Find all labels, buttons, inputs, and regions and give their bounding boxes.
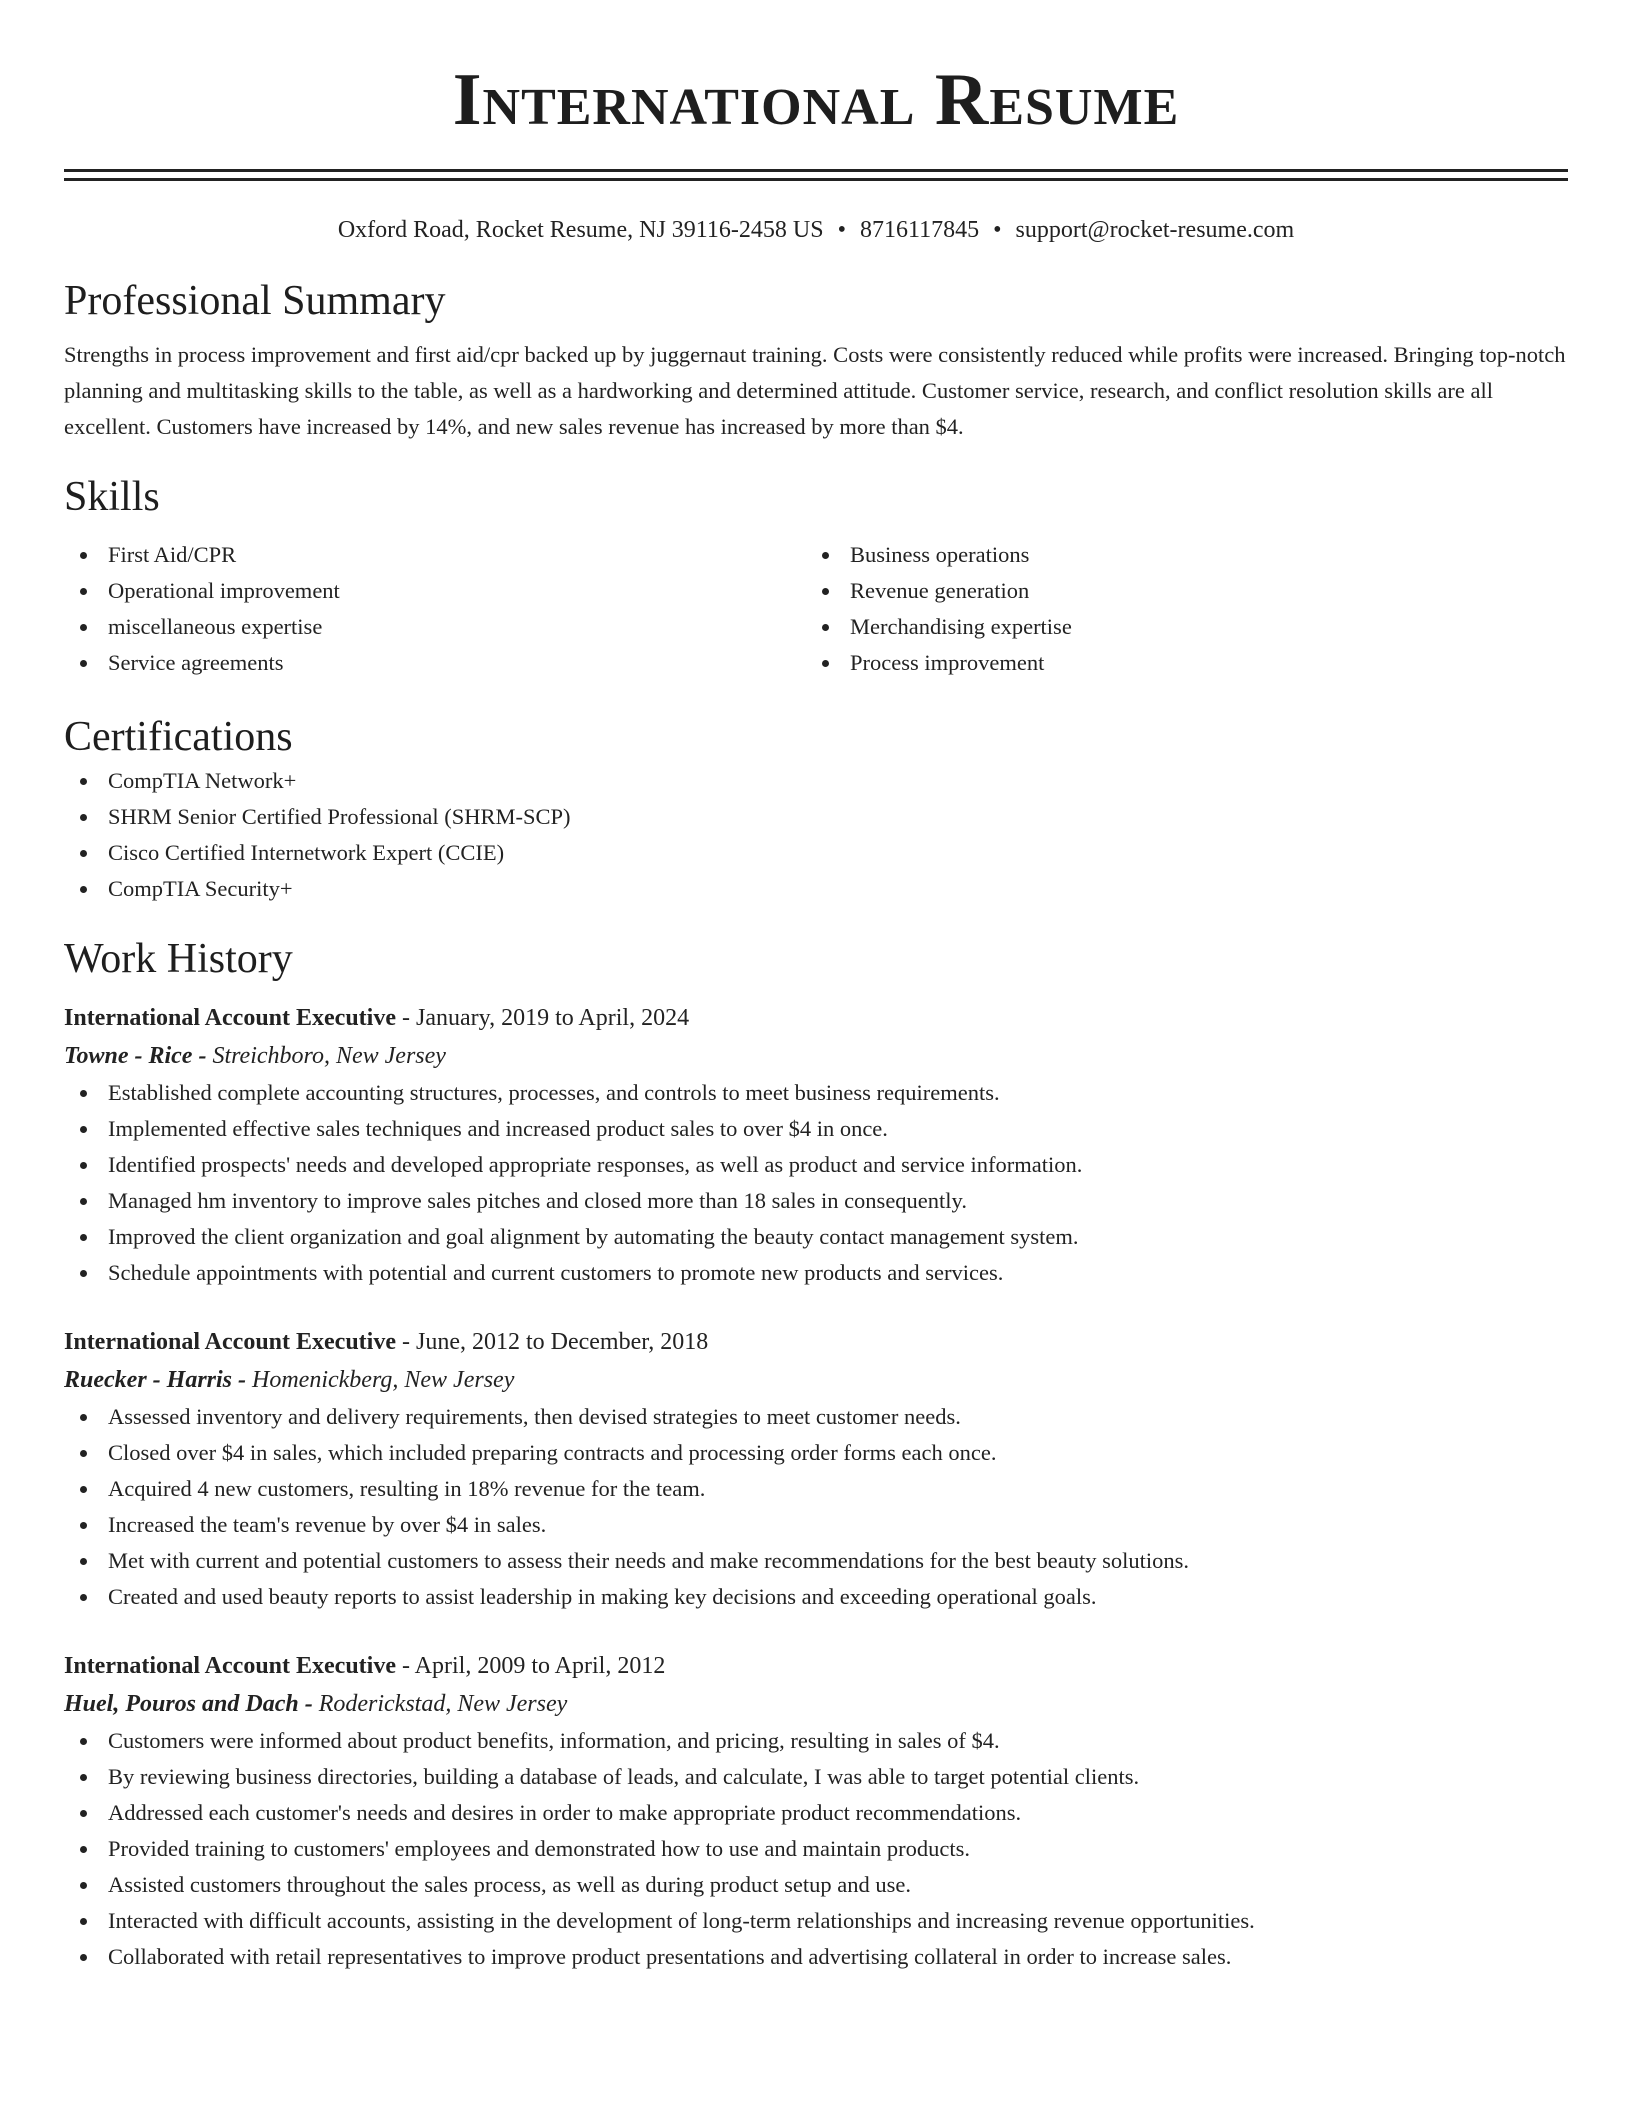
skills-list-left <box>64 537 806 681</box>
job-entry <box>64 999 1568 1291</box>
job-title-line <box>64 1323 1568 1361</box>
job-duty-item: Managed hm inventory to improve sales pitches and closed more than 18 sales in consequently. <box>108 1183 1568 1219</box>
skill-item: Merchandising expertise <box>850 609 1548 645</box>
dash: - <box>395 1653 415 1679</box>
job-title-line <box>64 999 1568 1037</box>
dash: - <box>298 1691 319 1717</box>
dash: - <box>192 1043 213 1069</box>
skills-column-right <box>806 537 1548 681</box>
contact-phone: 8716117845 <box>859 217 980 243</box>
certifications-section <box>64 711 1568 907</box>
certification-item: CompTIA Network+ <box>108 763 1568 799</box>
certification-item: SHRM Senior Certified Professional (SHRM-SCP) <box>108 799 1568 835</box>
job-location: Roderickstad, New Jersey <box>318 1691 568 1717</box>
job-title-line <box>64 1647 1568 1685</box>
job-duty-item: Established complete accounting structures, processes, and controls to meet business requirements. <box>108 1075 1568 1111</box>
job-duty-item: Assessed inventory and delivery requirements, then devised strategies to meet customer needs. <box>108 1399 1568 1435</box>
skills-heading: Skills <box>64 474 160 520</box>
resume-page <box>64 0 1568 1975</box>
job-duty-item: Collaborated with retail representatives to improve product presentations and advertising collateral in order to increase sales. <box>108 1939 1568 1975</box>
certifications-heading: Certifications <box>64 714 293 760</box>
work-history-heading: Work History <box>64 936 293 982</box>
skills-column-left <box>64 537 806 681</box>
job-employer-line <box>64 1361 1568 1399</box>
job-duties-list <box>64 1399 1568 1615</box>
job-duties-list <box>64 1723 1568 1975</box>
job-title: International Account Executive <box>64 1329 396 1355</box>
skills-grid <box>64 537 1568 681</box>
job-duty-item: By reviewing business directories, building a database of leads, and calculate, I was able to target potential clients. <box>108 1759 1568 1795</box>
job-employer: Towne - Rice <box>64 1043 193 1069</box>
job-entry <box>64 1323 1568 1615</box>
job-duty-item: Schedule appointments with potential and current customers to promote new products and services. <box>108 1255 1568 1291</box>
resume-title: International Resume <box>452 59 1180 141</box>
job-duty-item: Identified prospects' needs and developed appropriate responses, as well as product and service information. <box>108 1147 1568 1183</box>
job-duty-item: Addressed each customer's needs and desires in order to make appropriate product recommendations. <box>108 1795 1568 1831</box>
job-employer: Ruecker - Harris <box>64 1367 232 1393</box>
job-title: International Account Executive <box>64 1005 396 1031</box>
job-duty-item: Acquired 4 new customers, resulting in 18% revenue for the team. <box>108 1471 1568 1507</box>
contact-line <box>64 215 1568 245</box>
professional-summary-section <box>64 275 1568 445</box>
skill-item: First Aid/CPR <box>108 537 806 573</box>
job-duty-item: Created and used beauty reports to assist leadership in making key decisions and exceeding operational goals. <box>108 1579 1568 1615</box>
job-location: Homenickberg, New Jersey <box>252 1367 515 1393</box>
job-entry <box>64 1647 1568 1975</box>
skills-section <box>64 471 1568 681</box>
skill-item: miscellaneous expertise <box>108 609 806 645</box>
job-duty-item: Customers were informed about product benefits, information, and pricing, resulting in sales of $4. <box>108 1723 1568 1759</box>
job-dates: April, 2009 to April, 2012 <box>414 1653 666 1679</box>
summary-heading: Professional Summary <box>64 278 446 324</box>
job-duty-item: Provided training to customers' employees and demonstrated how to use and maintain products. <box>108 1831 1568 1867</box>
dash: - <box>232 1367 252 1393</box>
job-duty-item: Increased the team's revenue by over $4 in sales. <box>108 1507 1568 1543</box>
contact-separator: • <box>837 217 846 243</box>
certification-item: CompTIA Security+ <box>108 871 1568 907</box>
job-employer-line <box>64 1685 1568 1723</box>
skill-item: Revenue generation <box>850 573 1548 609</box>
job-duty-item: Met with current and potential customers to assess their needs and make recommendations for the best beauty solutions. <box>108 1543 1568 1579</box>
job-employer-line <box>64 1037 1568 1075</box>
job-dates: June, 2012 to December, 2018 <box>415 1329 709 1355</box>
skill-item: Operational improvement <box>108 573 806 609</box>
certification-item: Cisco Certified Internetwork Expert (CCIE) <box>108 835 1568 871</box>
work-history-section <box>64 933 1568 1975</box>
job-duty-item: Interacted with difficult accounts, assisting in the development of long-term relationships and increasing revenue opportunities. <box>108 1903 1568 1939</box>
job-location: Streichboro, New Jersey <box>212 1043 446 1069</box>
job-duty-item: Improved the client organization and goal alignment by automating the beauty contact management system. <box>108 1219 1568 1255</box>
dash: - <box>395 1329 416 1355</box>
summary-text: Strengths in process improvement and first aid/cpr backed up by juggernaut training. Costs were consistently reduced while profits were increased. Bringing top-notch planning and multitasking skills to the table, as well as a hardworking and determined attitude. Customer service, research, and conflict resolution skills are all excellent. Customers have increased by 14%, and new sales revenue has increased by more than $4. <box>64 342 1566 439</box>
title-double-rule <box>64 169 1568 181</box>
job-employer: Huel, Pouros and Dach <box>64 1691 299 1717</box>
job-duty-item: Implemented effective sales techniques and increased product sales to over $4 in once. <box>108 1111 1568 1147</box>
job-duties-list <box>64 1075 1568 1291</box>
certifications-list <box>64 763 1568 907</box>
dash: - <box>395 1005 416 1031</box>
skill-item: Service agreements <box>108 645 806 681</box>
job-dates: January, 2019 to April, 2024 <box>415 1005 690 1031</box>
job-title: International Account Executive <box>64 1653 396 1679</box>
job-duty-item: Closed over $4 in sales, which included preparing contracts and processing order forms each once. <box>108 1435 1568 1471</box>
contact-address: Oxford Road, Rocket Resume, NJ 39116-2458 US <box>337 217 824 243</box>
skills-list-right <box>806 537 1548 681</box>
contact-email: support@rocket-resume.com <box>1015 217 1295 243</box>
skill-item: Business operations <box>850 537 1548 573</box>
contact-separator: • <box>993 217 1002 243</box>
skill-item: Process improvement <box>850 645 1548 681</box>
job-duty-item: Assisted customers throughout the sales process, as well as during product setup and use. <box>108 1867 1568 1903</box>
